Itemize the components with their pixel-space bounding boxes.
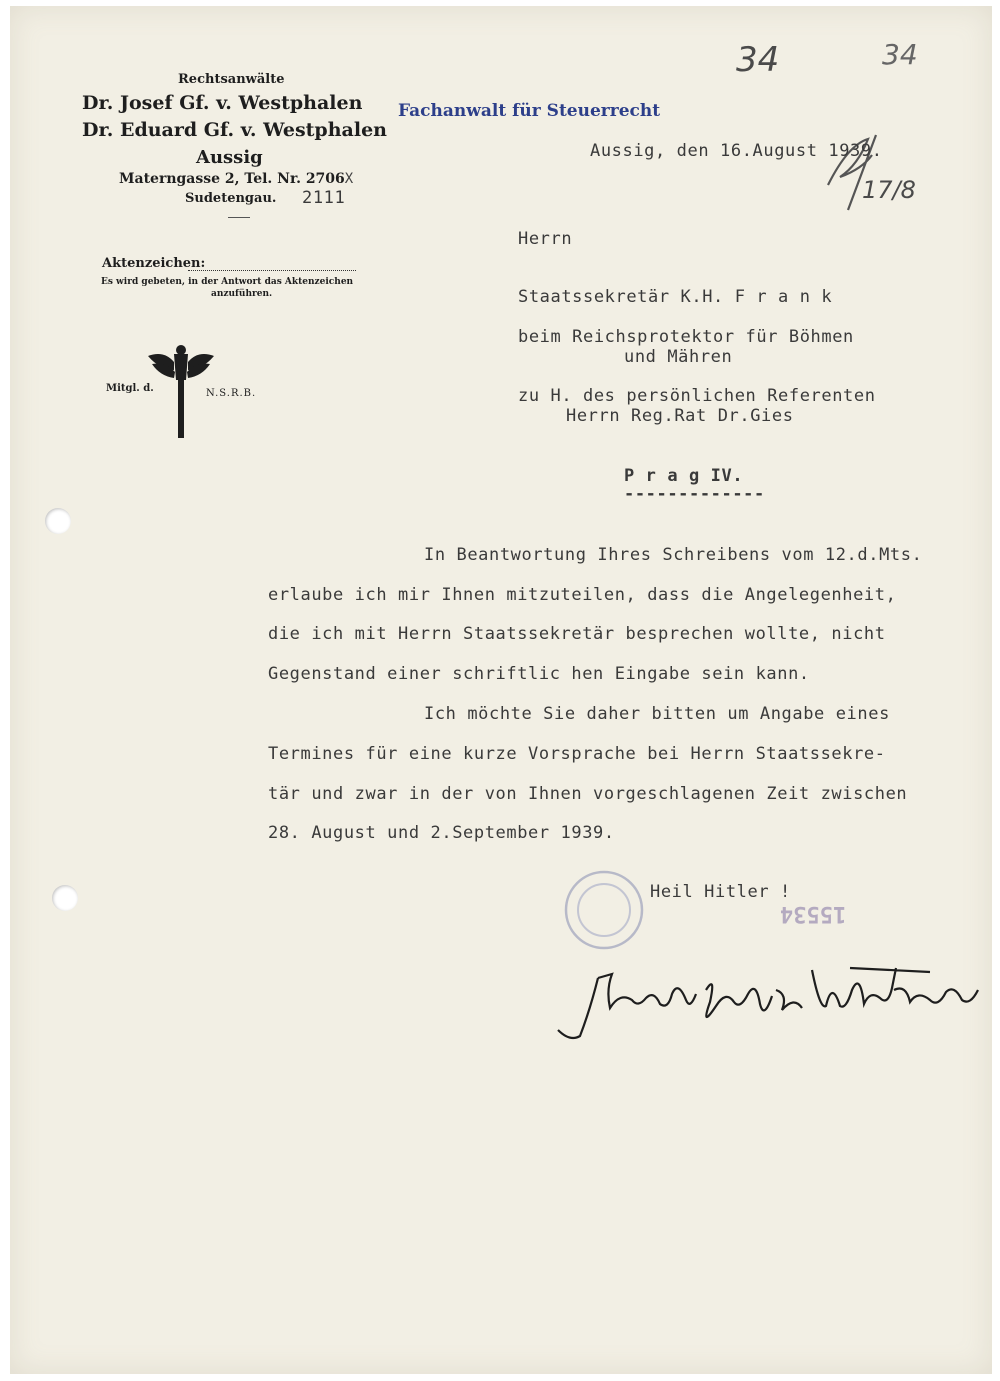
file-reference-note-line1: Es wird gebeten, in der Antwort das Aktenzeichen [101, 277, 354, 287]
address-city: P r a g IV. [624, 466, 744, 486]
letterhead-region: Sudetengau. [185, 191, 277, 206]
punch-hole-bottom [52, 885, 78, 911]
body-line-5: Ich möchte Sie daher bitten um Angabe eines [424, 704, 890, 724]
letterhead-address-text: Materngasse 2, Tel. Nr. 2706 [119, 171, 345, 187]
file-reference-note-line2: anzuführen. [211, 289, 273, 299]
letterhead-city: Aussig [196, 147, 263, 168]
address-attention-1: zu H. des persönlichen Referenten [518, 386, 876, 406]
body-line-8: 28. August und 2.September 1939. [268, 823, 615, 843]
body-line-2: erlaube ich mir Ihnen mitzuteilen, dass die Angelegenheit, [268, 585, 897, 605]
letterhead-address [119, 171, 353, 187]
letterhead-name-2: Dr. Eduard Gf. v. Westphalen [82, 119, 387, 141]
date-line: Aussig, den 16.August 1939. [590, 141, 883, 161]
file-reference-dotted-line [188, 270, 356, 271]
letterhead-address-strike: X [344, 171, 354, 187]
membership-org: N.S.R.B. [206, 388, 257, 399]
pencil-page-number-right: 34 [882, 38, 918, 71]
body-line-4: Gegenstand einer schriftlic hen Eingabe sein kann. [268, 664, 810, 684]
letterhead-profession: Rechtsanwälte [178, 72, 285, 87]
pencil-page-number-left: 34 [736, 40, 780, 80]
handwritten-signature-icon [550, 950, 990, 1050]
letterhead-divider [228, 217, 250, 218]
address-office-2: und Mähren [624, 347, 733, 367]
body-line-6: Termines für eine kurze Vorsprache bei Herrn Staatssekre- [268, 744, 886, 764]
body-line-7: tär und zwar in der von Ihnen vorgeschlagenen Zeit zwischen [268, 784, 908, 804]
letterhead-name-1: Dr. Josef Gf. v. Westphalen [82, 92, 363, 114]
letterhead-phone-new: 2111 [302, 188, 346, 208]
file-reference-label: Aktenzeichen: [102, 256, 206, 271]
pencil-date-note: 17/8 [862, 176, 916, 204]
body-line-1: In Beantwortung Ihres Schreibens vom 12.d.Mts. [424, 545, 923, 565]
faint-stamp-number: 15534 [780, 901, 847, 926]
address-attention-2: Herrn Reg.Rat Dr.Gies [566, 406, 794, 426]
punch-hole-top [45, 508, 71, 534]
membership-label: Mitgl. d. [106, 383, 154, 394]
closing-salutation: Heil Hitler ! [650, 882, 791, 902]
address-city-underline: ------------- [624, 484, 765, 504]
specialty-stamp: Fachanwalt für Steuerrecht [398, 101, 661, 121]
address-salutation: Herrn [518, 229, 573, 249]
address-recipient: Staatssekretär K.H. F r a n k [518, 287, 833, 307]
body-line-3: die ich mit Herrn Staatssekretär besprechen wollte, nicht [268, 624, 886, 644]
faint-circular-stamp-icon [562, 868, 646, 952]
address-office-1: beim Reichsprotektor für Böhmen [518, 327, 854, 347]
